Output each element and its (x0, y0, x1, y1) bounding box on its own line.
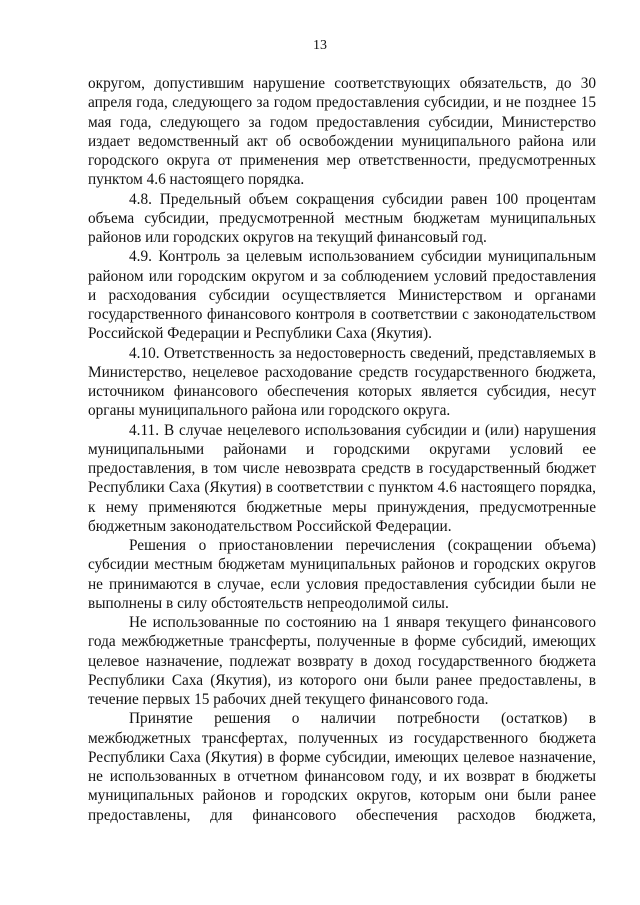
paragraph-need-decision: Принятие решения о наличии потребности (остатков) в межбюджетных трансфертах, полученных из государственного бюджета Республики Саха (Якутия) в форме субсидии, имеющих целевое назначение, не использованных в отчетном финансовом году, и их возврат в бюджеты муниципальных районов и городских округов, которым они были ранее предоставлены, для финансового обеспечения расходов бюджета, (88, 710, 596, 824)
paragraph-4-11: 4.11. В случае нецелевого использования субсидии и (или) нарушения муниципальными районами и городскими округами условий ее предоставления, в том числе невозврата средств в государственный бюджет Республики Саха (Якутия) в соответствии с пунктом 4.6 настоящего порядка, к нему применяются бюджетные меры принуждения, предусмотренные бюджетным законодательством Российской Федерации. (88, 421, 596, 535)
paragraph-unused-transfers: Не использованные по состоянию на 1 января текущего финансового года межбюджетные трансферты, полученные в форме субсидий, имеющих целевое назначение, подлежат возврату в доход государственного бюджета Республики Саха (Якутия), из которого они были ранее предоставлены, в течение первых 15 рабочих дней текущего финансового года. (88, 614, 596, 708)
paragraph-4-8: 4.8. Предельный объем сокращения субсидии равен 100 процентам объема субсидии, предусмотренной местным бюджетам муниципальных районов или городских округов на текущий финансовый год. (88, 190, 596, 246)
paragraph-continuation: округом, допустившим нарушение соответствующих обязательств, до 30 апреля года, следующего за годом предоставления субсидии, и не позднее 15 мая года, следующего за годом предоставления субсидии, Министерство издает ведомственный акт об освобождении муниципального района или городского округа от применения мер ответственности, предусмотренных пунктом 4.6 настоящего порядка. (88, 75, 596, 189)
paragraph-suspension-decisions: Решения о приостановлении перечисления (сокращении объема) субсидии местным бюджетам муниципальных районов и городских округов не принимаются в случае, если условия предоставления субсидии были не выполнены в силу обстоятельств непреодолимой силы. (88, 537, 596, 612)
paragraph-4-10: 4.10. Ответственность за недостоверность сведений, представляемых в Министерство, нецелевое расходование средств государственного бюджета, источником финансового обеспечения которых является субсидия, несут органы муниципального района или городского округа. (88, 344, 596, 420)
document-body (88, 74, 596, 825)
paragraph-4-9: 4.9. Контроль за целевым использованием субсидии муниципальным районом или городским округом и за соблюдением условий предоставления и расходования субсидии осуществляется Министерством и органами государственного финансового контроля в соответствии с законодательством Российской Федерации и Республики Саха (Якутия). (88, 248, 596, 343)
page-number: 13 (313, 38, 327, 53)
